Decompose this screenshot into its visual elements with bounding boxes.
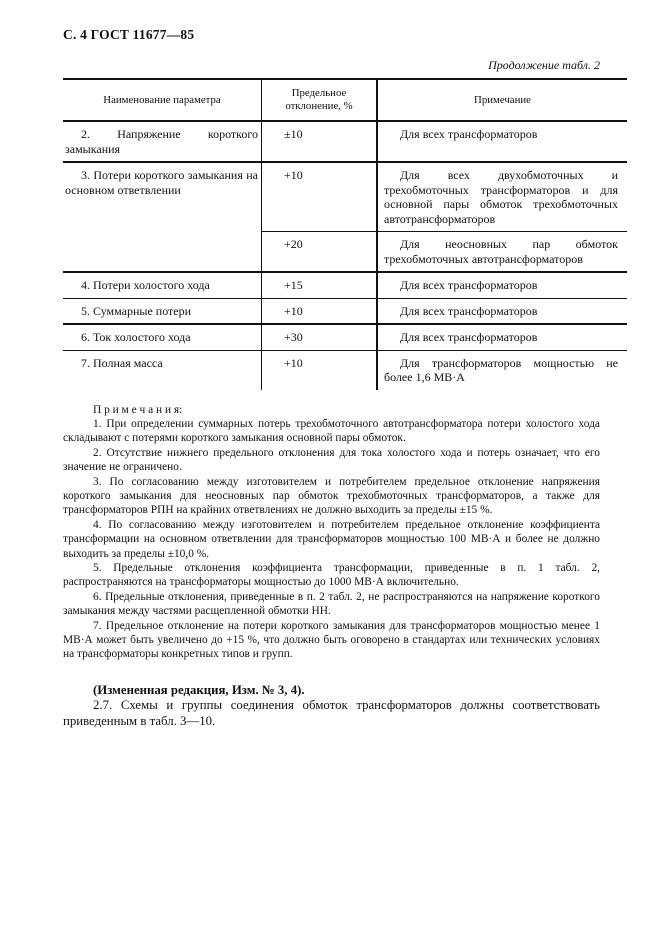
param-cell	[63, 298, 262, 324]
deviation-cell: ±10	[262, 121, 378, 162]
note-item-1: 1. При определении суммарных потерь трехобмоточного автотрансформатора потери холостого хода складывают с потерями короткого замыкания основной пары обмоток.	[63, 417, 600, 445]
notes-section	[63, 403, 600, 662]
note-text: Для всех трансформаторов	[400, 127, 538, 141]
note-item-7: 7. Предельное отклонение на потери короткого замыкания для трансформаторов мощностью менее 1 МВ·А может быть увеличено до +15 %, что должно быть оговорено в стандартах или технических условиях на трансформаторы конкретных типов и групп.	[63, 619, 600, 661]
param-cell	[63, 162, 262, 272]
table-row-5	[63, 298, 627, 324]
notes-title: П р и м е ч а н и я:	[93, 403, 183, 416]
note-text: Для всех трансформаторов	[400, 278, 538, 292]
note-cell	[377, 298, 627, 324]
note-text: Для всех трансформаторов	[400, 330, 538, 344]
param-cell	[63, 350, 262, 390]
table-caption: Продолжение табл. 2	[488, 58, 600, 72]
deviation-cell: +30	[262, 324, 378, 350]
deviation-cell: +10	[262, 298, 378, 324]
param-text: 7. Полная масса	[81, 355, 163, 370]
note-cell	[377, 272, 627, 298]
param-text: 4. Потери холостого хода	[81, 278, 210, 292]
note-item-5: 5. Предельные отклонения коэффициента трансформации, приведенные в п. 1 табл. 2, распространяются на трансформаторы мощностью до 1000 МВ·А включительно.	[63, 561, 600, 589]
note-item-6: 6. Предельные отклонения, приведенные в п. 2 табл. 2, не распространяются на напряжение короткого замыкания между частями расщепленной обмотки НН.	[63, 590, 600, 618]
param-text: 5. Суммарные потери	[81, 303, 192, 318]
param-cell	[63, 272, 262, 298]
note-item-4: 4. По согласованию между изготовителем и потребителем предельное отклонение коэффициента трансформации на основном ответвлении для трансформаторов мощностью 100 МВ·А и более не должно выходить за пределы ±10,0 %.	[63, 518, 600, 560]
note-cell	[377, 232, 627, 273]
table-row-6	[63, 324, 627, 350]
table-row-2	[63, 121, 627, 162]
param-cell	[63, 121, 262, 162]
note-text: Для трансформаторов мощностью не более 1,6 МВ·А	[384, 355, 618, 384]
col-header-note: Примечание	[377, 79, 627, 121]
amendment-note: (Измененная редакция, Изм. № 3, 4).	[93, 682, 305, 697]
note-item-2: 2. Отсутствие нижнего предельного отклонения для тока холостого хода и потерь означает, что его значение не ограничено.	[63, 446, 600, 474]
note-text: Для всех двухобмоточных и трехобмоточных трансформаторов и для основной пары обмоток трехобмоточных автотрансформаторов	[384, 168, 618, 226]
note-text: Для неосновных пар обмоток трехобмоточных автотрансформаторов	[384, 237, 618, 266]
header-row	[63, 79, 627, 121]
table-row-7	[63, 350, 627, 390]
param-text: 2. Напряжение короткого замыкания	[65, 127, 258, 156]
page-header: С. 4 ГОСТ 11677—85	[63, 27, 195, 42]
deviation-cell: +10	[262, 162, 378, 232]
table-body	[63, 121, 627, 390]
col-header-deviation: Предельное отклонение, %	[262, 79, 378, 121]
deviation-cell: +10	[262, 350, 378, 390]
parameters-table	[63, 78, 627, 390]
table-row-3a	[63, 162, 627, 232]
param-text: 6. Ток холостого хода	[81, 330, 191, 344]
param-text: 3. Потери короткого замыкания на основном ответвлении	[65, 168, 258, 197]
col-header-parameter: Наименование параметра	[63, 79, 262, 121]
param-cell	[63, 324, 262, 350]
deviation-cell: +20	[262, 232, 378, 273]
section-2-7-paragraph: 2.7. Схемы и группы соединения обмоток трансформаторов должны соответствовать приведенным в табл. 3—10.	[63, 698, 600, 728]
note-cell	[377, 121, 627, 162]
note-text: Для всех трансформаторов	[400, 303, 538, 318]
note-cell	[377, 324, 627, 350]
table-head	[63, 79, 627, 121]
table-row-4	[63, 272, 627, 298]
note-item-3: 3. По согласованию между изготовителем и потребителем предельное отклонение напряжения короткого замыкания для неосновных пар обмоток трехобмоточных трансформаторов, а также для трансформаторов РПН на крайних ответвлениях не должно выходить за пределы ±15 %.	[63, 475, 600, 517]
note-cell	[377, 162, 627, 232]
deviation-cell: +15	[262, 272, 378, 298]
page-content	[63, 0, 618, 729]
note-cell	[377, 350, 627, 390]
